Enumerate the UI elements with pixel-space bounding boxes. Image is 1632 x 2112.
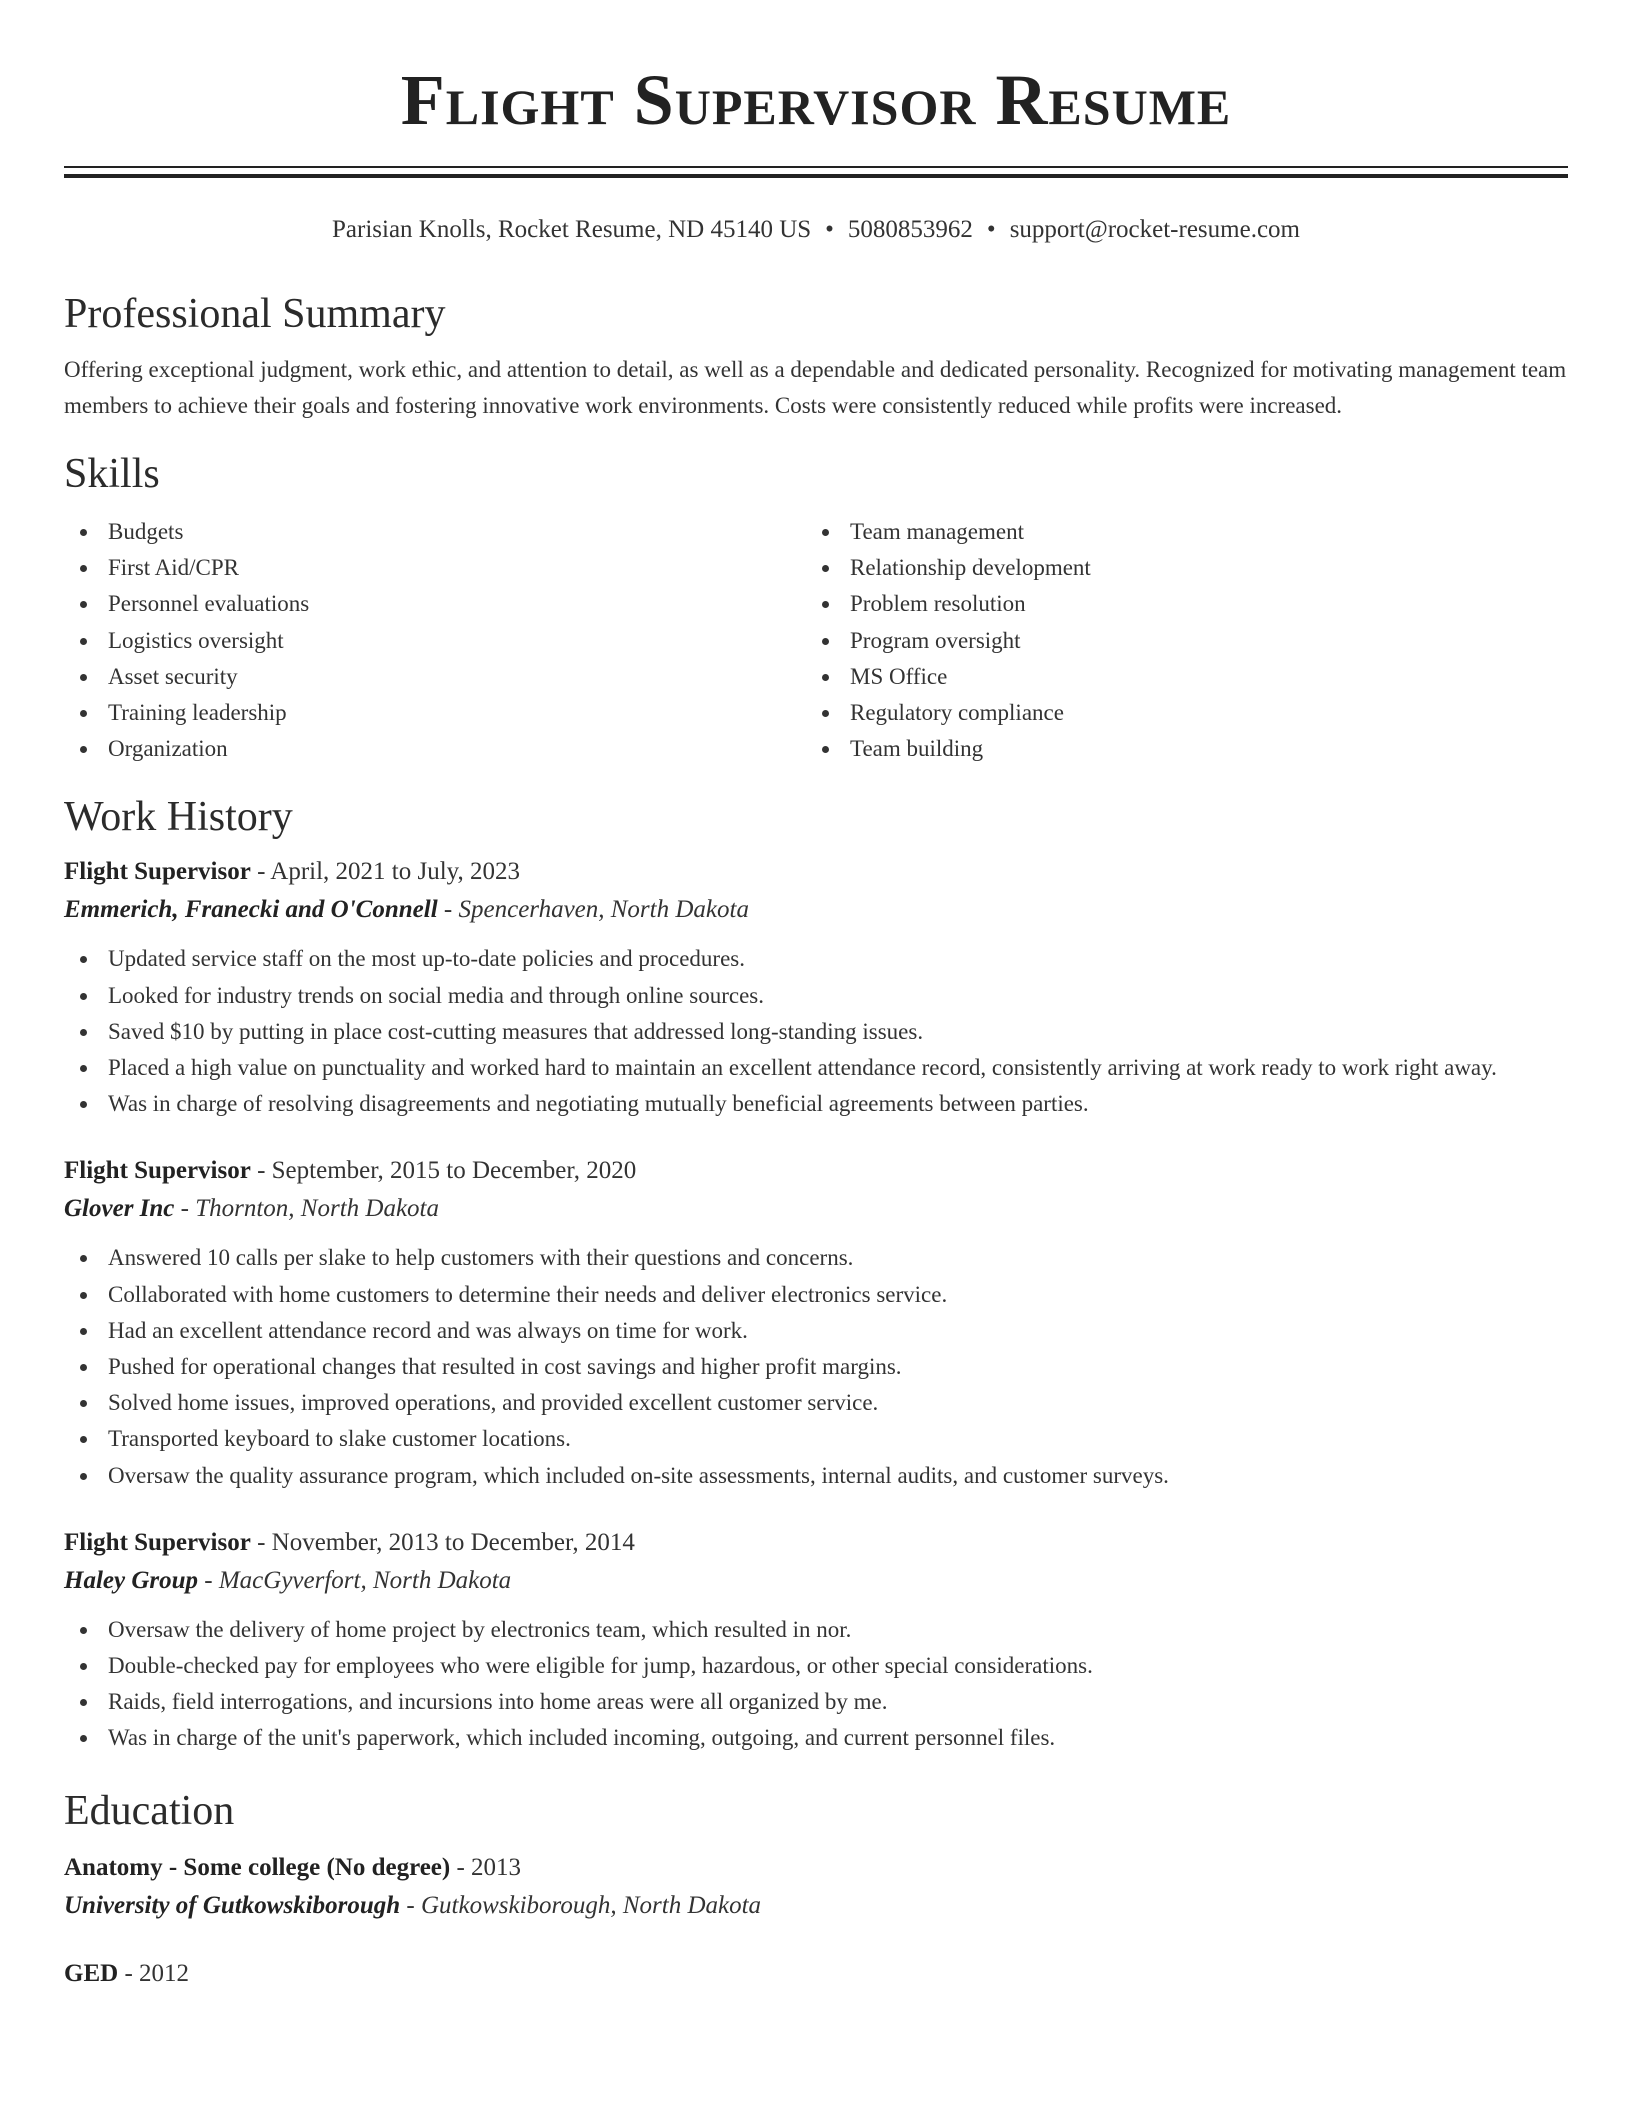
education-heading: Education: [64, 1787, 235, 1834]
job-company-line: [64, 891, 1568, 929]
duty-item: Was in charge of resolving disagreements and negotiating mutually beneficial agreements between parties.: [64, 1086, 1568, 1122]
duty-item: Oversaw the delivery of home project by electronics team, which resulted in nor.: [64, 1612, 1568, 1648]
title-rule-thin: [64, 166, 1568, 168]
duty-item: Solved home issues, improved operations, and provided excellent customer service.: [64, 1385, 1568, 1421]
skill-item: Organization: [64, 731, 806, 767]
skill-item: Regulatory compliance: [806, 695, 1548, 731]
skills-column-right: [806, 514, 1548, 767]
education-entry: [64, 1955, 1568, 1993]
job-entry: [64, 853, 1568, 1122]
summary-text: Offering exceptional judgment, work ethic, and attention to detail, as well as a dependable and dedicated personality. Recognized for motivating management team members to achieve their goals and fostering innovative work environments. Costs were consistently reduced while profits were increased.: [64, 357, 1567, 418]
contact-email: support@rocket-resume.com: [1009, 216, 1300, 243]
contact-separator: •: [825, 216, 834, 243]
contact-address: Parisian Knolls, Rocket Resume, ND 45140 US: [332, 216, 812, 243]
skills-list: [64, 514, 1568, 767]
duty-item: Answered 10 calls per slake to help customers with their questions and concerns.: [64, 1240, 1568, 1276]
contact-separator: •: [986, 216, 996, 243]
duty-item: Saved $10 by putting in place cost-cutting measures that addressed long-standing issues.: [64, 1014, 1568, 1050]
degree-line: [64, 1955, 1568, 1993]
skill-item: First Aid/CPR: [64, 550, 806, 586]
duty-item: Transported keyboard to slake customer locations.: [64, 1421, 1568, 1457]
duty-item: Double-checked pay for employees who were eligible for jump, hazardous, or other special considerations.: [64, 1648, 1568, 1684]
job-dates: - September, 2015 to December, 2020: [250, 1157, 637, 1185]
skill-item: Problem resolution: [806, 586, 1548, 622]
skill-item: Asset security: [64, 659, 806, 695]
work-history-heading: Work History: [64, 794, 293, 841]
job-title-line: [64, 1152, 1568, 1190]
skills-column-left: [64, 514, 806, 767]
job-title: Flight Supervisor: [64, 858, 251, 886]
education-entry: [64, 1849, 1568, 1925]
resume-title: Flight Supervisor Resume: [400, 60, 1232, 140]
degree: GED: [64, 1959, 119, 1987]
job-dates: - November, 2013 to December, 2014: [250, 1528, 635, 1556]
duty-item: Was in charge of the unit's paperwork, which included incoming, outgoing, and current personnel files.: [64, 1720, 1568, 1756]
skill-item: MS Office: [806, 659, 1548, 695]
job-entry: [64, 1524, 1568, 1757]
duty-item: Raids, field interrogations, and incursions into home areas were all organized by me.: [64, 1684, 1568, 1720]
duty-item: Looked for industry trends on social media and through online sources.: [64, 978, 1568, 1014]
job-company-line: [64, 1562, 1568, 1600]
job-company-line: [64, 1190, 1568, 1228]
job-duties: [64, 1612, 1568, 1757]
job-location: - Thornton, North Dakota: [174, 1195, 440, 1223]
degree: Anatomy - Some college (No degree): [64, 1853, 451, 1881]
duty-item: Pushed for operational changes that resulted in cost savings and higher profit margins.: [64, 1349, 1568, 1385]
job-company: Haley Group: [64, 1566, 199, 1594]
skill-item: Team management: [806, 514, 1548, 550]
job-location: - Spencerhaven, North Dakota: [437, 896, 749, 924]
contact-line: [64, 214, 1568, 246]
title-rule-thick: [64, 174, 1568, 178]
duty-item: Had an excellent attendance record and was always on time for work.: [64, 1313, 1568, 1349]
duty-item: Oversaw the quality assurance program, which included on-site assessments, internal audits, and customer surveys.: [64, 1458, 1568, 1494]
job-title-line: [64, 853, 1568, 891]
job-company: Emmerich, Franecki and O'Connell: [64, 896, 438, 924]
school: University of Gutkowskiborough: [64, 1891, 401, 1919]
job-dates: - April, 2021 to July, 2023: [250, 858, 521, 886]
contact-phone: 5080853962: [847, 216, 973, 243]
skill-item: Budgets: [64, 514, 806, 550]
degree-year: - 2013: [450, 1853, 522, 1881]
job-duties: [64, 941, 1568, 1122]
skill-item: Personnel evaluations: [64, 586, 806, 622]
summary-heading: Professional Summary: [64, 291, 446, 337]
school-line: [64, 1887, 1568, 1925]
duty-item: Updated service staff on the most up-to-date policies and procedures.: [64, 941, 1568, 977]
job-location: - MacGyverfort, North Dakota: [198, 1566, 512, 1594]
job-duties: [64, 1240, 1568, 1493]
job-title-line: [64, 1524, 1568, 1562]
school-location: - Gutkowskiborough, North Dakota: [400, 1891, 762, 1919]
job-company: Glover Inc: [64, 1195, 175, 1223]
skill-item: Program oversight: [806, 623, 1548, 659]
degree-year: - 2012: [118, 1959, 190, 1987]
job-title: Flight Supervisor: [64, 1528, 251, 1556]
job-entry: [64, 1152, 1568, 1493]
duty-item: Collaborated with home customers to determine their needs and deliver electronics service.: [64, 1277, 1568, 1313]
degree-line: [64, 1849, 1568, 1887]
duty-item: Placed a high value on punctuality and worked hard to maintain an excellent attendance record, consistently arriving at work ready to work right away.: [64, 1050, 1568, 1086]
skill-item: Training leadership: [64, 695, 806, 731]
skill-item: Relationship development: [806, 550, 1548, 586]
skill-item: Team building: [806, 731, 1548, 767]
job-title: Flight Supervisor: [64, 1157, 251, 1185]
resume-page: [64, 0, 1568, 1993]
skills-heading: Skills: [64, 451, 160, 497]
skill-item: Logistics oversight: [64, 623, 806, 659]
